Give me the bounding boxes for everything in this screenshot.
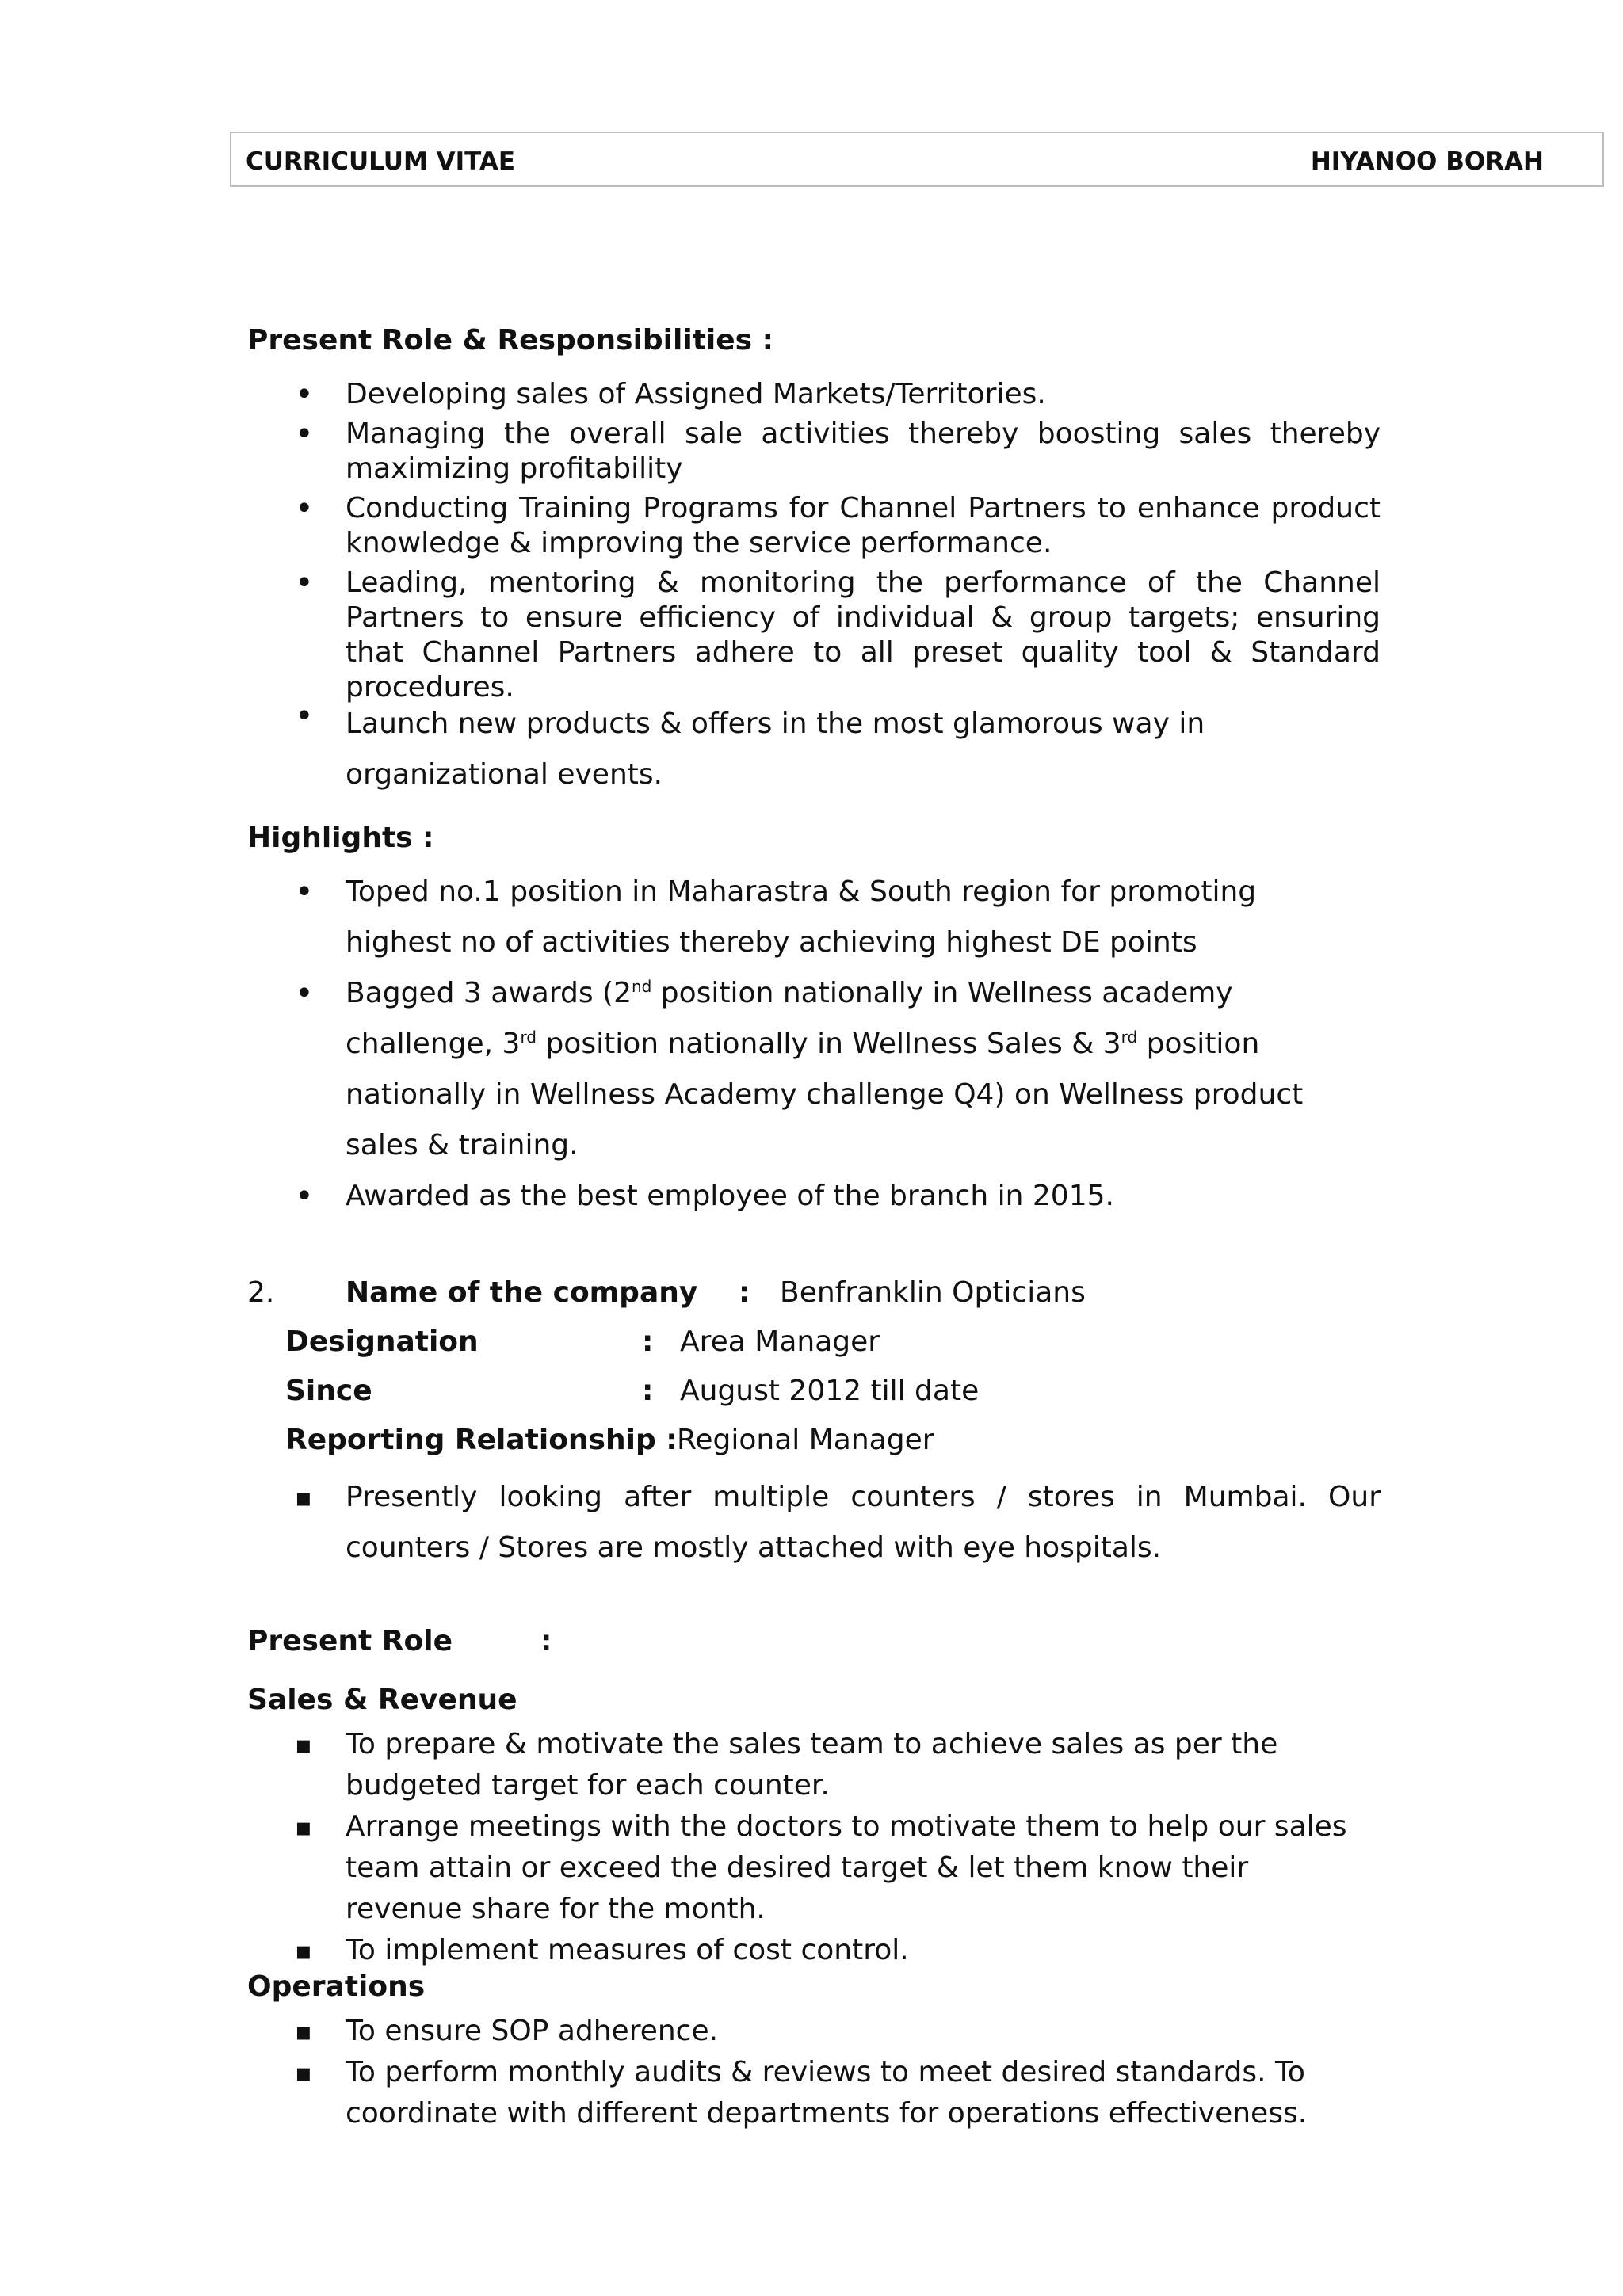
responsibilities-list xyxy=(295,377,1381,800)
header-name: HIYANOO BORAH xyxy=(1310,147,1544,176)
bullet-icon xyxy=(295,377,327,414)
present-role-colon: : xyxy=(540,1625,552,1657)
section-heading-responsibilities: Present Role & Responsibilities : xyxy=(247,324,774,357)
bullet-icon xyxy=(295,867,327,919)
list-item: • Awarded as the best employee of the branch in 2015. xyxy=(295,1171,1357,1222)
list-item: ▪ To prepare & motivate the sales team to achieve sales as per the budgeted target for each counter. xyxy=(295,1724,1357,1806)
since-colon: : xyxy=(642,1375,654,1407)
bullet-icon xyxy=(295,1171,327,1223)
bullet-icon xyxy=(295,691,327,743)
square-bullet-icon xyxy=(295,1930,327,1971)
section-heading-operations: Operations xyxy=(247,1970,426,2003)
company-note-list xyxy=(295,1472,1381,1573)
list-item: • Toped no.1 position in Maharastra & South region for promoting highest no of activities thereby achieving highest DE points xyxy=(295,867,1357,968)
square-bullet-icon xyxy=(295,1806,327,1848)
designation-value: Area Manager xyxy=(680,1325,880,1358)
company-name-value: Benfranklin Opticians xyxy=(780,1276,1086,1309)
square-bullet-icon xyxy=(295,1724,327,1765)
list-item: ▪ Arrange meetings with the doctors to motivate them to help our sales team attain or exceed the desired target & let them know their revenue share for the month. xyxy=(295,1806,1357,1930)
list-item: ▪ To implement measures of cost control. xyxy=(295,1930,1357,1971)
square-bullet-icon xyxy=(295,1472,327,1523)
list-item: ▪ Presently looking after multiple counters / stores in Mumbai. Our counters / Stores are mostly attached with eye hospitals. xyxy=(295,1472,1381,1573)
present-role-label: Present Role xyxy=(247,1625,453,1657)
company-number: 2. xyxy=(247,1276,275,1309)
company-name-colon: : xyxy=(739,1276,750,1309)
section-heading-highlights: Highlights : xyxy=(247,822,434,854)
list-item: • Leading, mentoring & monitoring the performance of the Channel Partners to ensure efficiency of individual & group targets; ensuring that Channel Partners adhere to all preset quality tool & Standard procedures. xyxy=(295,566,1381,705)
list-item: ▪ To perform monthly audits & reviews to meet desired standards. To coordinate with different departments for operations effectiveness. xyxy=(295,2052,1357,2134)
list-item: ▪ To ensure SOP adherence. xyxy=(295,2011,1357,2052)
header-title: CURRICULUM VITAE xyxy=(246,147,516,176)
company-name-label: Name of the company xyxy=(346,1276,698,1309)
square-bullet-icon xyxy=(295,2052,327,2093)
bullet-icon xyxy=(295,968,327,1020)
header-box xyxy=(230,132,1604,187)
list-item: • Conducting Training Programs for Channel Partners to enhance product knowledge & improving the service performance. xyxy=(295,491,1381,561)
since-value: August 2012 till date xyxy=(680,1375,980,1407)
section-heading-sales: Sales & Revenue xyxy=(247,1684,517,1716)
operations-list xyxy=(295,2011,1357,2134)
square-bullet-icon xyxy=(295,2011,327,2052)
bullet-icon xyxy=(295,491,327,528)
bullet-icon xyxy=(295,566,327,602)
list-item: • Bagged 3 awards (2nd position nationally in Wellness academy challenge, 3rd position nationally in Wellness Sales & 3rd position nationally in Wellness Academy challenge Q4) on Wellness product sales & training. xyxy=(295,968,1357,1171)
highlights-list xyxy=(295,867,1357,1222)
sales-list xyxy=(295,1724,1357,1971)
reporting-value: Regional Manager xyxy=(677,1424,934,1456)
since-label: Since xyxy=(285,1375,372,1407)
designation-colon: : xyxy=(642,1325,654,1358)
list-item: • Developing sales of Assigned Markets/Territories. xyxy=(295,377,1381,412)
list-item: • Launch new products & offers in the most glamorous way in organizational events. xyxy=(295,699,1381,800)
reporting-label: Reporting Relationship : xyxy=(285,1424,678,1456)
designation-label: Designation xyxy=(285,1325,479,1358)
list-item: • Managing the overall sale activities thereby boosting sales thereby maximizing profitability xyxy=(295,417,1381,486)
bullet-icon xyxy=(295,417,327,453)
